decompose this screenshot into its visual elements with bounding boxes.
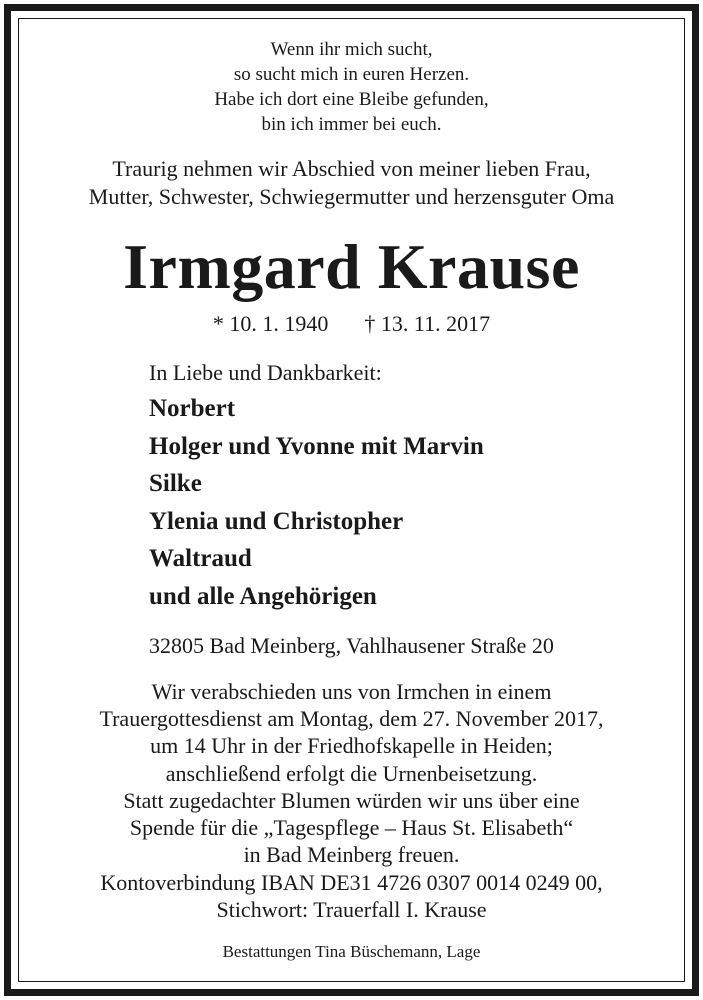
service-line-8: Kontoverbindung IBAN DE31 4726 0307 0014 0249 00, bbox=[100, 870, 603, 895]
mourner-name: Norbert bbox=[149, 395, 236, 422]
service-line-2: Trauergottesdienst am Montag, dem 27. November 2017, bbox=[99, 706, 604, 731]
mourner-name: und alle Angehörigen bbox=[149, 582, 377, 610]
poem-line-3: Habe ich dort eine Bleibe gefunden, bbox=[214, 89, 489, 110]
service-line-4: anschließend erfolgt die Urnenbeisetzung. bbox=[165, 761, 538, 786]
poem-line-2: so sucht mich in euren Herzen. bbox=[233, 64, 470, 85]
mourner-name: Holger und Yvonne mit Marvin bbox=[149, 432, 484, 460]
undertaker: Bestattungen Tina Büschemann, Lage bbox=[222, 942, 481, 961]
intro-line-2: Mutter, Schwester, Schwiegermutter und herzensguter Oma bbox=[88, 184, 615, 209]
thanks-label: In Liebe und Dankbarkeit: bbox=[149, 360, 382, 385]
service-line-6: Spende für die „Tagespflege – Haus St. Elisabeth“ bbox=[129, 815, 574, 840]
intro-line-1: Traurig nehmen wir Abschied von meiner lieben Frau, bbox=[112, 156, 591, 181]
mourner-name: Waltraud bbox=[149, 545, 252, 572]
mourner-name: Silke bbox=[149, 470, 202, 497]
service-line-9: Stichwort: Trauerfall I. Krause bbox=[216, 897, 487, 922]
deceased-name: Irmgard Krause bbox=[123, 231, 580, 302]
address: 32805 Bad Meinberg, Vahlhausener Straße 20 bbox=[149, 633, 554, 658]
service-line-3: um 14 Uhr in der Friedhofskapelle in Heiden; bbox=[150, 733, 553, 758]
mourner-name: Ylenia und Christopher bbox=[149, 507, 404, 535]
life-dates bbox=[0, 310, 703, 338]
poem-line-1: Wenn ihr mich sucht, bbox=[270, 39, 433, 60]
service-line-7: in Bad Meinberg freuen. bbox=[243, 842, 460, 867]
birth-date: * 10. 1. 1940 bbox=[212, 311, 329, 336]
poem-line-4: bin ich immer bei euch. bbox=[261, 114, 442, 135]
death-date: † 13. 11. 2017 bbox=[364, 311, 491, 336]
service-line-1: Wir verabschieden uns von Irmchen in einem bbox=[151, 679, 552, 704]
mourners-list bbox=[149, 390, 484, 615]
service-line-5: Statt zugedachter Blumen würden wir uns über eine bbox=[123, 788, 580, 813]
